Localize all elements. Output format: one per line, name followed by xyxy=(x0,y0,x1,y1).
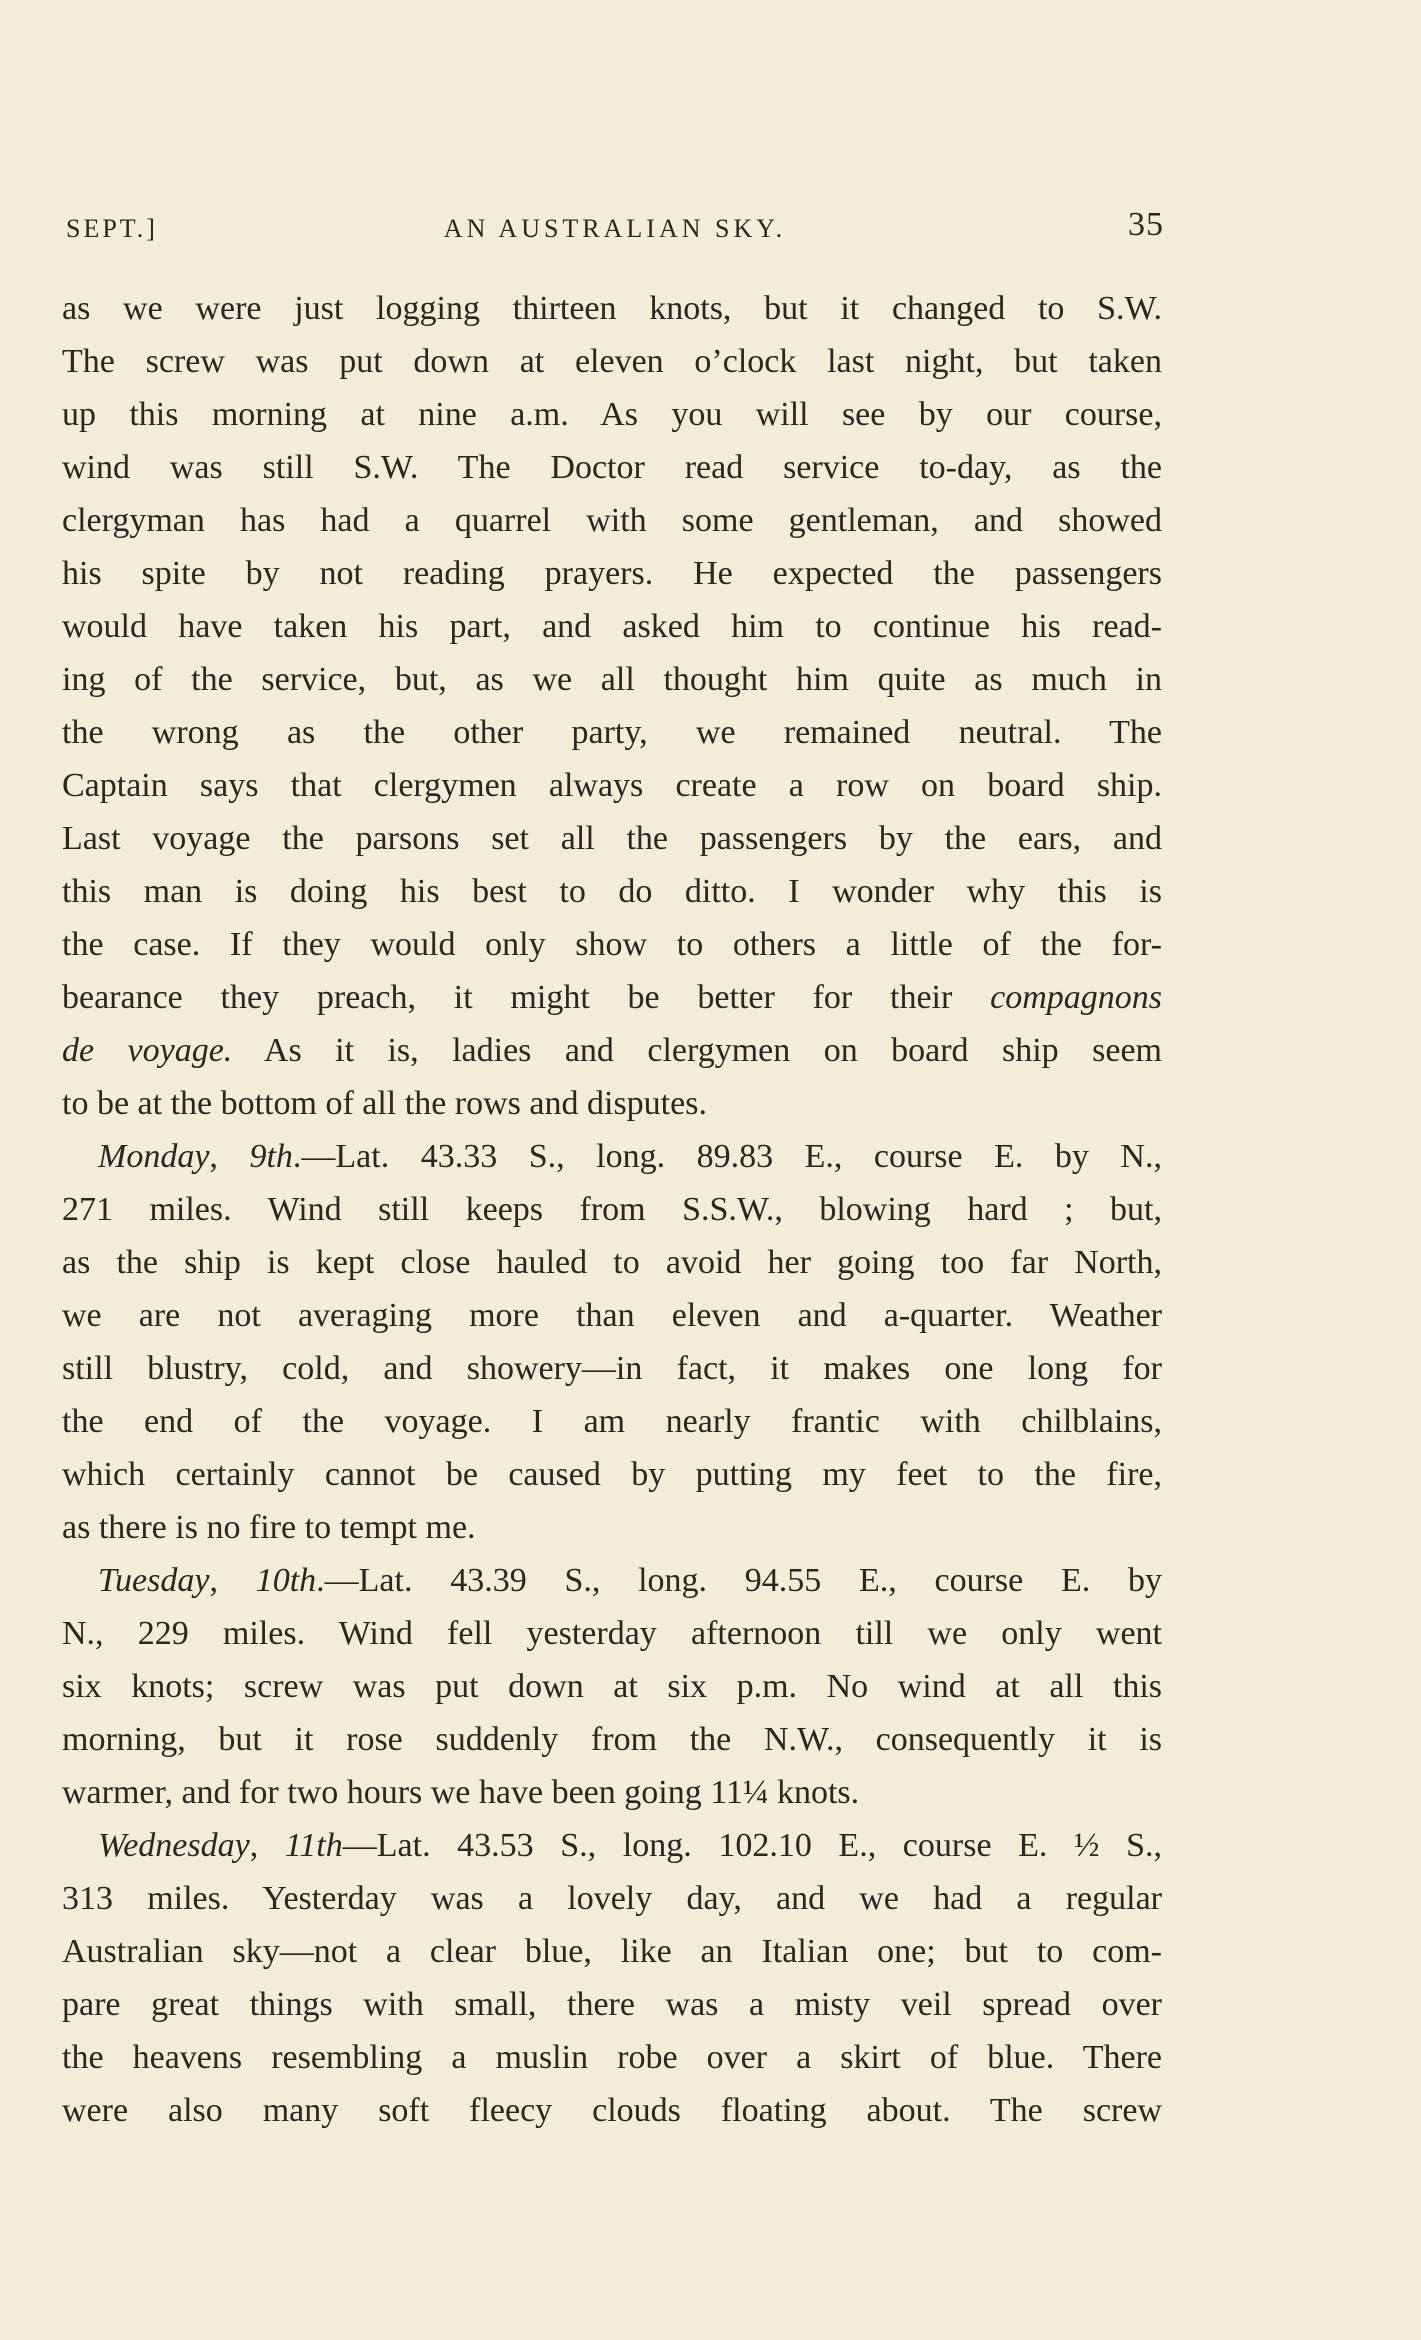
text-segment: As it is, ladies and clergymen on board ship seem xyxy=(232,1032,1162,1069)
text-segment: as the ship is kept close hauled to avoid her going too far North, xyxy=(62,1244,1162,1281)
text-segment: bearance they preach, it might be better for their xyxy=(62,979,991,1016)
text-segment: , xyxy=(209,1562,256,1599)
text-segment: the heavens resembling a muslin robe over a skirt of blue. There xyxy=(62,2039,1162,2076)
text-segment: were also many soft fleecy clouds floating about. The screw xyxy=(62,2092,1162,2129)
text-line xyxy=(62,1342,1162,1395)
text-segment: .—Lat. 43.33 S., long. 89.83 E., course E. by N., xyxy=(292,1138,1162,1175)
text-segment: six knots; screw was put down at six p.m. No wind at all this xyxy=(62,1668,1162,1705)
text-segment: , xyxy=(249,1827,285,1864)
text-line xyxy=(62,1448,1162,1501)
text-segment: Australian sky—not a clear blue, like an Italian one; but to com- xyxy=(62,1933,1162,1970)
text-line xyxy=(62,1713,1162,1766)
text-line xyxy=(62,335,1162,388)
text-segment: we are not averaging more than eleven and a-quarter. Weather xyxy=(62,1297,1162,1334)
text-line xyxy=(62,918,1162,971)
text-line xyxy=(62,388,1162,441)
text-segment: , xyxy=(209,1138,250,1175)
text-segment: N., 229 miles. Wind fell yesterday afternoon till we only went xyxy=(62,1615,1162,1652)
text-line xyxy=(62,494,1162,547)
text-line xyxy=(62,971,1162,1024)
text-line xyxy=(62,759,1162,812)
text-segment: The screw was put down at eleven o’clock last night, but taken xyxy=(62,343,1162,380)
text-line xyxy=(62,1660,1162,1713)
text-segment: to be at the bottom of all the rows and disputes. xyxy=(62,1085,707,1122)
text-line xyxy=(62,1077,1162,1130)
running-head-title: AN AUSTRALIAN SKY. xyxy=(443,214,787,243)
text-line xyxy=(62,1501,1162,1554)
text-line xyxy=(62,1236,1162,1289)
text-segment: this man is doing his best to do ditto. I wonder why this is xyxy=(62,873,1162,910)
text-line xyxy=(62,600,1162,653)
text-segment: the wrong as the other party, we remained neutral. The xyxy=(62,714,1162,751)
text-segment: which certainly cannot be caused by putting my feet to the fire, xyxy=(62,1456,1162,1493)
text-line xyxy=(62,1925,1162,1978)
text-segment: morning, but it rose suddenly from the N.W., consequently it is xyxy=(62,1721,1162,1758)
text-line xyxy=(62,1766,1162,1819)
page-number: 35 xyxy=(1128,206,1164,243)
text-segment: as we were just logging thirteen knots, but it changed to S.W. xyxy=(62,290,1162,327)
text-segment: as there is no fire to tempt me. xyxy=(62,1509,476,1546)
italic-text: Tuesday xyxy=(98,1562,210,1599)
text-segment: Captain says that clergymen always create a row on board ship. xyxy=(62,767,1162,804)
running-head-month: SEPT.] xyxy=(66,214,158,243)
running-head xyxy=(66,208,1164,252)
italic-text: 11th xyxy=(284,1827,343,1864)
text-segment: 271 miles. Wind still keeps from S.S.W., blowing hard ; but, xyxy=(62,1191,1162,1228)
text-segment: pare great things with small, there was a misty veil spread over xyxy=(62,1986,1162,2023)
text-line xyxy=(62,1978,1162,2031)
text-segment: up this morning at nine a.m. As you will see by our course, xyxy=(62,396,1162,433)
text-segment: the case. If they would only show to others a little of the for- xyxy=(62,926,1162,963)
italic-text: Wednesday xyxy=(98,1827,250,1864)
text-line xyxy=(62,1872,1162,1925)
text-segment: .—Lat. 43.39 S., long. 94.55 E., course E. by xyxy=(316,1562,1162,1599)
text-line xyxy=(62,547,1162,600)
text-line xyxy=(62,1819,1162,1872)
text-line xyxy=(62,2031,1162,2084)
body-text xyxy=(62,282,1162,2137)
italic-text: Monday xyxy=(98,1138,210,1175)
text-line xyxy=(62,865,1162,918)
text-segment: the end of the voyage. I am nearly frantic with chilblains, xyxy=(62,1403,1162,1440)
italic-text: compagnons xyxy=(990,979,1162,1016)
text-line xyxy=(62,1130,1162,1183)
text-segment: warmer, and for two hours we have been going 11¼ knots. xyxy=(62,1774,860,1811)
text-segment: clergyman has had a quarrel with some gentleman, and showed xyxy=(62,502,1162,539)
text-line xyxy=(62,282,1162,335)
italic-text: 10th xyxy=(255,1562,317,1599)
text-segment: —Lat. 43.53 S., long. 102.10 E., course E. ½ S., xyxy=(342,1827,1162,1864)
text-line xyxy=(62,1607,1162,1660)
text-line xyxy=(62,1395,1162,1448)
text-line xyxy=(62,1554,1162,1607)
text-line xyxy=(62,441,1162,494)
text-segment: his spite by not reading prayers. He expected the passengers xyxy=(62,555,1162,592)
text-segment: Last voyage the parsons set all the passengers by the ears, and xyxy=(62,820,1162,857)
text-segment: wind was still S.W. The Doctor read service to-day, as the xyxy=(62,449,1162,486)
text-line xyxy=(62,706,1162,759)
text-line xyxy=(62,1183,1162,1236)
text-line xyxy=(62,653,1162,706)
italic-text: de voyage. xyxy=(62,1032,233,1069)
text-line xyxy=(62,1289,1162,1342)
text-line xyxy=(62,1024,1162,1077)
text-line xyxy=(62,2084,1162,2137)
text-segment: 313 miles. Yesterday was a lovely day, and we had a regular xyxy=(62,1880,1162,1917)
text-segment: still blustry, cold, and showery—in fact, it makes one long for xyxy=(62,1350,1162,1387)
text-line xyxy=(62,812,1162,865)
text-segment: ing of the service, but, as we all thought him quite as much in xyxy=(62,661,1162,698)
italic-text: 9th xyxy=(249,1138,293,1175)
text-segment: would have taken his part, and asked him to continue his read- xyxy=(62,608,1162,645)
